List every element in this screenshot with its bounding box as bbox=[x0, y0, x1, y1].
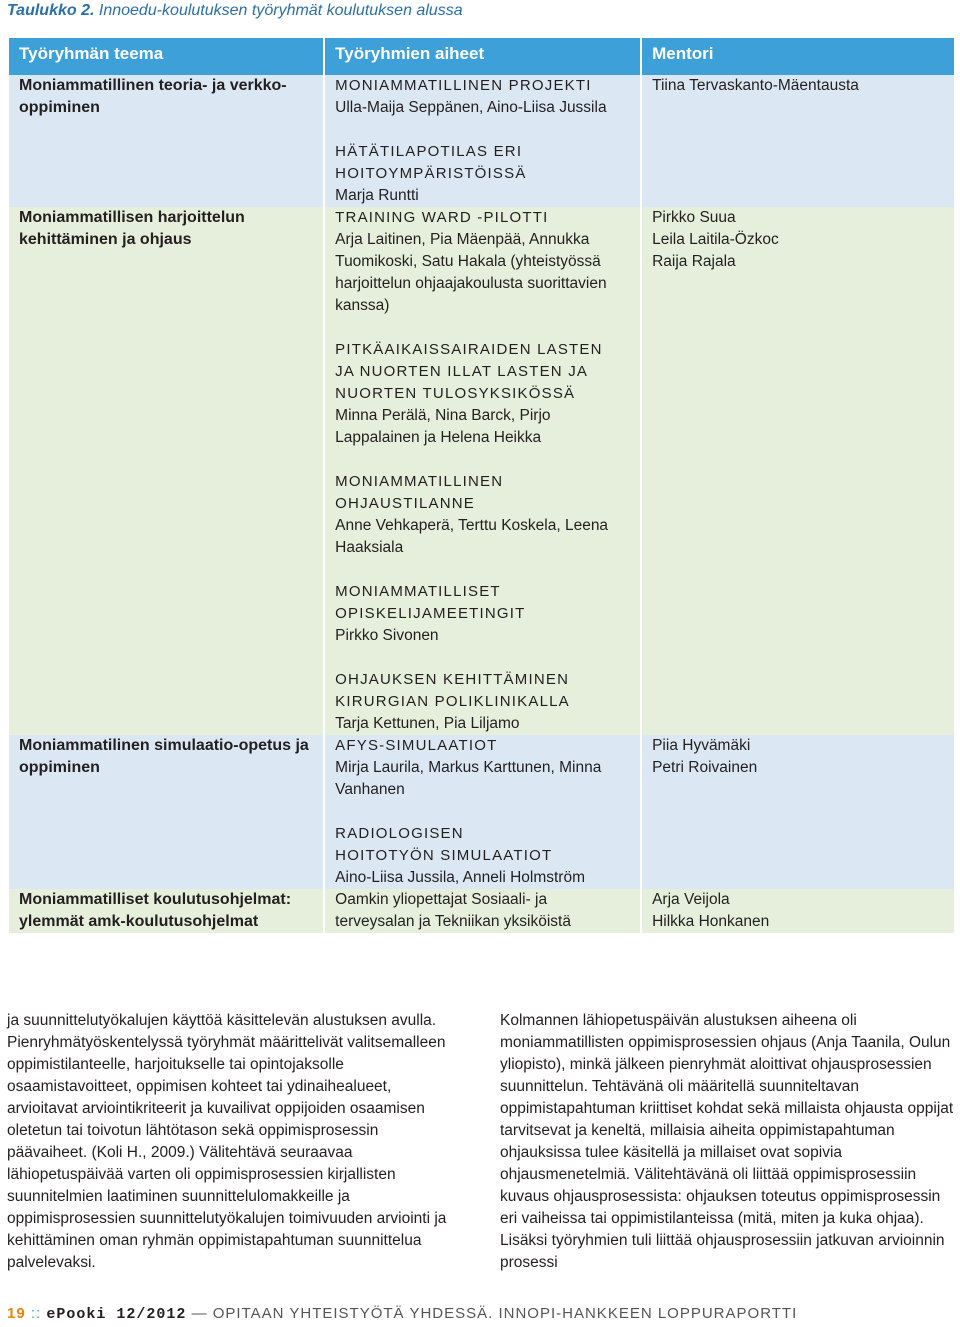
header-mentor: Mentori bbox=[642, 38, 954, 75]
topic-names: Arja Laitinen, Pia Mäenpää, Annukka Tuomikoski, Satu Hakala (yhteistyössä harjoittelun ohjaajakoulusta suorittavien kanssa) bbox=[335, 231, 607, 314]
topic-title: AFYS-SIMULAATIOT bbox=[335, 737, 498, 754]
page-number: 19 bbox=[7, 1305, 26, 1322]
topic-item bbox=[335, 823, 630, 889]
topic-item bbox=[335, 339, 630, 449]
row-theme bbox=[9, 889, 323, 933]
row-mentors bbox=[642, 889, 954, 933]
topic-item bbox=[335, 581, 630, 647]
topic-names: Anne Vehkaperä, Terttu Koskela, Leena Haaksiala bbox=[335, 517, 609, 556]
theme-text: Moniammatilliset koulutusohjelmat: ylemmät amk-koulutusohjelmat bbox=[19, 891, 292, 930]
row-mentors bbox=[642, 75, 954, 207]
caption-label: Taulukko 2. bbox=[7, 2, 95, 19]
topic-names: Mirja Laurila, Markus Karttunen, Minna Vanhanen bbox=[335, 759, 602, 798]
topic-item bbox=[335, 141, 630, 207]
topic-item bbox=[335, 735, 630, 801]
mentor-names: Arja Veijola Hilkka Honkanen bbox=[652, 891, 770, 930]
row-theme bbox=[9, 735, 323, 889]
topic-item bbox=[335, 471, 630, 559]
topic-names: Marja Runtti bbox=[335, 187, 419, 204]
workgroup-table bbox=[7, 38, 956, 933]
topic-title: MONIAMMATILLISET OPISKELIJAMEETINGIT bbox=[335, 583, 526, 622]
publication-name: ePooki 12/2012 bbox=[46, 1306, 187, 1323]
page-footer bbox=[7, 1305, 797, 1323]
topic-item bbox=[335, 75, 630, 119]
topic-title: OHJAUKSEN KEHITTÄMINEN KIRURGIAN POLIKLINIKALLA bbox=[335, 671, 570, 710]
topic-names: Pirkko Sivonen bbox=[335, 627, 439, 644]
topic-title: MONIAMMATILLINEN OHJAUSTILANNE bbox=[335, 473, 504, 512]
table-row bbox=[9, 207, 954, 735]
theme-text: Moniammatillinen teoria- ja verkko-oppiminen bbox=[19, 77, 287, 116]
table-row bbox=[9, 889, 954, 933]
table-row bbox=[9, 75, 954, 207]
body-column-left: ja suunnittelutyökalujen käyttöä käsittelevän alustuksen avulla. Pienryhmätyöskentelyssä työryhmät määrittelivät valitsemalleen oppimistilanteelle, harjoitukselle tai opintojaksolle osaamistavoitteet, oppimisen kohteet tai ydinaihealueet, arvioitavat arviointikriteerit ja kuvailivat oppijoiden osaamisen oletetun tai toivotun lähtötason sekä oppimisprosessin päävaiheet. (Koli H., 2009.) Välitehtävä seuraavaa lähiopetuspäivää varten oli oppimisprosessien kirjallisten suunnitelmien laatiminen suunnittelulomakkeille ja oppimisprosessien suunnittelutyökalujen toimivuuden arviointi ja kehittäminen oman ryhmän oppimistapahtuman suunnittelua palvelevaksi. bbox=[7, 1012, 447, 1271]
topic-names: Minna Perälä, Nina Barck, Pirjo Lappalainen ja Helena Heikka bbox=[335, 407, 551, 446]
mentor-names: Tiina Tervaskanto-Mäentausta bbox=[652, 77, 859, 94]
row-topics bbox=[325, 735, 640, 889]
mentor-names: Piia Hyvämäki Petri Roivainen bbox=[652, 737, 758, 776]
topic-names: Tarja Kettunen, Pia Liljamo bbox=[335, 715, 520, 732]
table-header-row bbox=[9, 38, 954, 75]
mentor-names: Pirkko Suua Leila Laitila-Özkoc Raija Rajala bbox=[652, 209, 779, 270]
body-column-right: Kolmannen lähiopetuspäivän alustuksen aiheena oli moniammatillisten oppimisprosessien ohjaus (Anja Taanila, Oulun yliopisto), minkä jälkeen pienryhmät aloittivat ohjausprosessien suunnittelun. Tehtävänä oli määritellä suunniteltavan oppimistapahtuman kriittiset kohdat sekä millaista ohjausta oppijat tarvitsevat ja keneltä, millaisia aiheita oppimistapahtuman ohjauksissa tulee käsitellä ja millaiset ovat sopivia ohjausmenetelmiä. Välitehtävänä oli liittää oppimisprosessiin kuvaus ohjausprosessista: ohjauksen toteutus oppimisprosessin eri vaiheissa tai oppimistilanteissa (mitä, miten ja kuka ohjaa). Lisäksi työryhmien tuli liittää ohjausprosessiin jatkuvan arvioinnin prosessi bbox=[500, 1012, 954, 1271]
header-topics: Työryhmien aiheet bbox=[325, 38, 640, 75]
row-mentors bbox=[642, 735, 954, 889]
header-theme: Työryhmän teema bbox=[9, 38, 323, 75]
theme-text: Moniammatillisen harjoittelun kehittäminen ja ohjaus bbox=[19, 209, 245, 248]
footer-separator: :: bbox=[30, 1305, 42, 1322]
topic-item bbox=[335, 669, 630, 735]
topic-names: Oamkin yliopettajat Sosiaali- ja terveysalan ja Tekniikan yksiköistä bbox=[335, 891, 571, 930]
theme-text: Moniammatilinen simulaatio-opetus ja oppiminen bbox=[19, 737, 309, 776]
row-theme bbox=[9, 75, 323, 207]
topic-title: RADIOLOGISEN HOITOTYÖN SIMULAATIOT bbox=[335, 825, 553, 864]
topic-item bbox=[335, 207, 630, 317]
table-caption bbox=[7, 2, 463, 20]
row-topics bbox=[325, 75, 640, 207]
caption-title: Innoedu-koulutuksen työryhmät koulutuksen alussa bbox=[98, 2, 463, 19]
row-mentors bbox=[642, 207, 954, 735]
topic-title: PITKÄAIKAISSAIRAIDEN LASTEN JA NUORTEN ILLAT LASTEN JA NUORTEN TULOSYKSIKÖSSÄ bbox=[335, 341, 603, 402]
row-topics bbox=[325, 207, 640, 735]
topic-title: TRAINING WARD -PILOTTI bbox=[335, 209, 549, 226]
row-theme bbox=[9, 207, 323, 735]
row-topics bbox=[325, 889, 640, 933]
topic-title: MONIAMMATILLINEN PROJEKTI bbox=[335, 77, 592, 94]
report-title: — OPITAAN YHTEISTYÖTÄ YHDESSÄ. INNOPI-HANKKEEN LOPPURAPORTTI bbox=[191, 1305, 798, 1322]
topic-names: Aino-Liisa Jussila, Anneli Holmström bbox=[335, 869, 585, 886]
topic-names: Ulla-Maija Seppänen, Aino-Liisa Jussila bbox=[335, 99, 607, 116]
topic-title: HÄTÄTILAPOTILAS ERI HOITOYMPÄRISTÖISSÄ bbox=[335, 143, 527, 182]
table-row bbox=[9, 735, 954, 889]
